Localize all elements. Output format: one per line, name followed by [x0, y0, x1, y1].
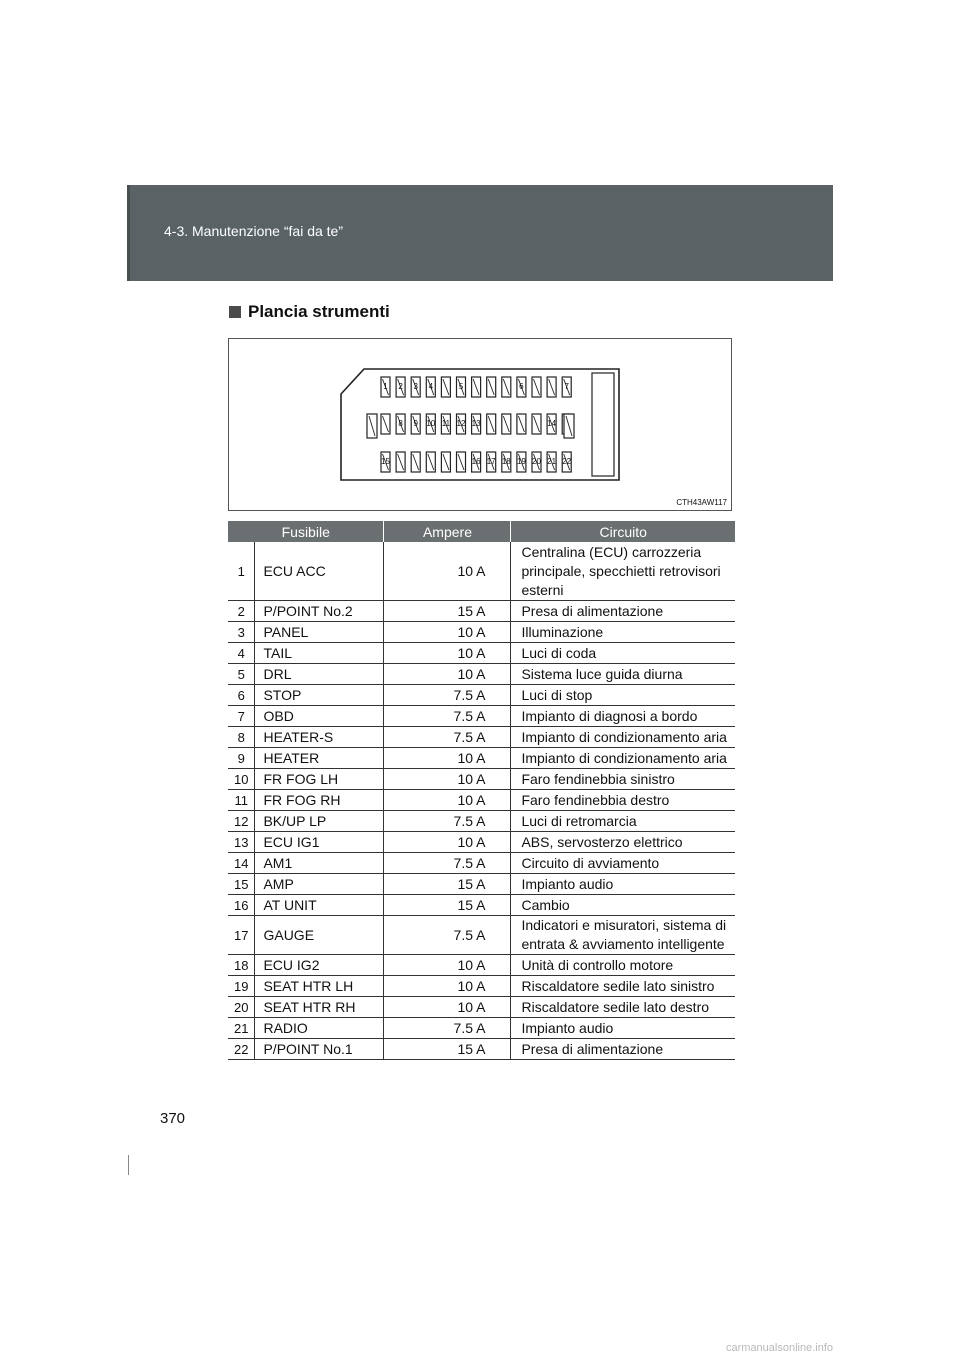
fuse-name: AMP: [255, 874, 384, 895]
fuse-name: P/POINT No.1: [255, 1039, 384, 1060]
fuse-circuit: Impianto di condizionamento aria: [511, 748, 735, 769]
fuse-circuit: Centralina (ECU) carrozzeria principale, specchietti retrovisori esterni: [511, 542, 735, 601]
fuse-circuit: Riscaldatore sedile lato sinistro: [511, 976, 735, 997]
page-number: 370: [160, 1110, 186, 1127]
fuse-circuit: Sistema luce guida diurna: [511, 664, 735, 685]
fuse-ampere: 7.5 A: [384, 706, 511, 727]
fuse-circuit: Indicatori e misuratori, sistema di entrata & avviamento intelligente: [511, 916, 735, 955]
table-row: [228, 955, 735, 976]
fuse-name: AT UNIT: [255, 895, 384, 916]
fuse-name: SEAT HTR RH: [255, 997, 384, 1018]
table-row: [228, 748, 735, 769]
fuse-number: 13: [228, 832, 255, 853]
fuse-circuit: Impianto audio: [511, 1018, 735, 1039]
header-fusibile: Fusibile: [228, 521, 384, 542]
fuse-box-diagram: [228, 338, 732, 511]
fuse-ampere: 7.5 A: [384, 685, 511, 706]
fuse-slot-number: 18: [501, 457, 511, 466]
fuse-slot-number: 22: [562, 457, 572, 466]
table-row: [228, 976, 735, 997]
fuse-ampere: 10 A: [384, 542, 511, 601]
table-row: [228, 790, 735, 811]
table-row: [228, 727, 735, 748]
fuse-number: 5: [228, 664, 255, 685]
fuse-slot-number: 5: [458, 382, 464, 391]
table-row: [228, 542, 735, 601]
table-row: [228, 769, 735, 790]
fuse-ampere: 7.5 A: [384, 853, 511, 874]
fuse-slot-number: 7: [564, 382, 569, 391]
table-row: [228, 811, 735, 832]
fuse-name: PANEL: [255, 622, 384, 643]
fuse-circuit: Presa di alimentazione: [511, 601, 735, 622]
fuse-slot-number: 4: [428, 382, 434, 391]
fuse-ampere: 10 A: [384, 955, 511, 976]
fuse-ampere: 15 A: [384, 874, 511, 895]
fuse-number: 8: [228, 727, 255, 748]
fuse-circuit: Faro fendinebbia destro: [511, 790, 735, 811]
fuse-name: AM1: [255, 853, 384, 874]
fuse-ampere: 7.5 A: [384, 1018, 511, 1039]
fuse-name: ECU IG2: [255, 955, 384, 976]
table-row: [228, 1018, 735, 1039]
fuse-name: ECU IG1: [255, 832, 384, 853]
diagram-code: CTH43AW117: [676, 498, 727, 507]
fuse-slot-number: 9: [413, 419, 418, 428]
fuse-circuit: Luci di retromarcia: [511, 811, 735, 832]
fuse-slot-number: 20: [532, 457, 541, 466]
fuse-number: 19: [228, 976, 255, 997]
fuse-circuit: Impianto di diagnosi a bordo: [511, 706, 735, 727]
fuse-slot-number: 11: [441, 419, 451, 428]
fuse-name: STOP: [255, 685, 384, 706]
fuse-number: 12: [228, 811, 255, 832]
table-row: [228, 643, 735, 664]
fuse-name: FR FOG LH: [255, 769, 384, 790]
fuse-circuit: Illuminazione: [511, 622, 735, 643]
fuse-circuit: Faro fendinebbia sinistro: [511, 769, 735, 790]
fuse-number: 17: [228, 916, 255, 955]
fuse-ampere: 10 A: [384, 997, 511, 1018]
fuse-number: 20: [228, 997, 255, 1018]
subheading-text: Plancia strumenti: [248, 302, 390, 321]
fuse-name: FR FOG RH: [255, 790, 384, 811]
table-row: [228, 874, 735, 895]
fuse-circuit: Unità di controllo motore: [511, 955, 735, 976]
fuse-circuit: Impianto audio: [511, 874, 735, 895]
fuse-slot-number: 2: [398, 382, 403, 391]
fuse-circuit: Impianto di condizionamento aria: [511, 727, 735, 748]
fuse-number: 2: [228, 601, 255, 622]
fuse-number: 15: [228, 874, 255, 895]
table-row: [228, 664, 735, 685]
table-row: [228, 706, 735, 727]
fuse-number: 7: [228, 706, 255, 727]
fuse-name: HEATER-S: [255, 727, 384, 748]
margin-line: [128, 1155, 129, 1175]
fuse-ampere: 10 A: [384, 748, 511, 769]
fuse-number: 1: [228, 542, 255, 601]
fuse-table-body: [228, 542, 735, 1060]
fuse-name: RADIO: [255, 1018, 384, 1039]
fuse-ampere: 10 A: [384, 643, 511, 664]
fuse-ampere: 10 A: [384, 622, 511, 643]
fuse-number: 18: [228, 955, 255, 976]
section-label: 4-3. Manutenzione “fai da te”: [164, 223, 343, 239]
fuse-number: 3: [228, 622, 255, 643]
fuse-number: 11: [228, 790, 255, 811]
table-row: [228, 832, 735, 853]
header-circuito: Circuito: [511, 521, 735, 542]
fuse-slot-number: 16: [471, 457, 481, 466]
fuse-number: 4: [228, 643, 255, 664]
fuse-name: SEAT HTR LH: [255, 976, 384, 997]
fuse-ampere: 15 A: [384, 601, 511, 622]
fuse-number: 10: [228, 769, 255, 790]
fuse-name: GAUGE: [255, 916, 384, 955]
table-row: [228, 916, 735, 955]
square-bullet-icon: [229, 306, 241, 318]
fuse-slot-number: 17: [486, 457, 496, 466]
fuse-circuit: Luci di coda: [511, 643, 735, 664]
fuse-slot-number: 8: [398, 419, 403, 428]
fuse-circuit: ABS, servosterzo elettrico: [511, 832, 735, 853]
fuse-ampere: 10 A: [384, 769, 511, 790]
table-row: [228, 622, 735, 643]
fuse-slot-number: 10: [426, 419, 436, 428]
fuse-ampere: 10 A: [384, 790, 511, 811]
fuse-name: BK/UP LP: [255, 811, 384, 832]
fuse-ampere: 10 A: [384, 976, 511, 997]
fuse-slot-number: 14: [547, 419, 557, 428]
fuse-circuit: Presa di alimentazione: [511, 1039, 735, 1060]
table-row: [228, 997, 735, 1018]
fuse-circuit: Luci di stop: [511, 685, 735, 706]
fuse-number: 6: [228, 685, 255, 706]
fuse-slot-number: 19: [516, 457, 526, 466]
fuse-number: 14: [228, 853, 255, 874]
fuse-table: [228, 521, 735, 1060]
table-header-row: [228, 521, 735, 542]
fuse-slot-number: 21: [547, 457, 557, 466]
fuse-name: OBD: [255, 706, 384, 727]
relay-block: [592, 373, 614, 476]
fuse-ampere: 10 A: [384, 664, 511, 685]
fuse-slot-number: 1: [383, 382, 388, 391]
fuse-ampere: 7.5 A: [384, 811, 511, 832]
header-ampere: Ampere: [384, 521, 511, 542]
fuse-slot-number: 12: [456, 419, 466, 428]
table-row: [228, 685, 735, 706]
fuse-slot-number: 13: [471, 419, 481, 428]
fuse-slot-number: 6: [519, 382, 524, 391]
fuse-ampere: 15 A: [384, 1039, 511, 1060]
fuse-ampere: 10 A: [384, 832, 511, 853]
fuse-name: P/POINT No.2: [255, 601, 384, 622]
fuse-circuit: Riscaldatore sedile lato destro: [511, 997, 735, 1018]
fuse-ampere: 7.5 A: [384, 727, 511, 748]
fuse-number: 16: [228, 895, 255, 916]
watermark: carmanualsonline.info: [726, 1342, 834, 1354]
fuse-number: 22: [228, 1039, 255, 1060]
header-band-edge: [127, 185, 130, 281]
fuse-name: DRL: [255, 664, 384, 685]
subheading: [229, 302, 390, 322]
table-row: [228, 853, 735, 874]
fuse-ampere: 15 A: [384, 895, 511, 916]
table-row: [228, 1039, 735, 1060]
fuse-slot-number: 15: [381, 457, 390, 466]
fuse-ampere: 7.5 A: [384, 916, 511, 955]
fuse-name: HEATER: [255, 748, 384, 769]
fuse-number: 21: [228, 1018, 255, 1039]
fuse-name: ECU ACC: [255, 542, 384, 601]
fuse-circuit: Circuito di avviamento: [511, 853, 735, 874]
fuse-circuit: Cambio: [511, 895, 735, 916]
table-row: [228, 601, 735, 622]
fuse-slot-number: 3: [413, 382, 418, 391]
fuse-box-drawing: [229, 339, 731, 510]
fuse-name: TAIL: [255, 643, 384, 664]
fuse-number: 9: [228, 748, 255, 769]
table-row: [228, 895, 735, 916]
